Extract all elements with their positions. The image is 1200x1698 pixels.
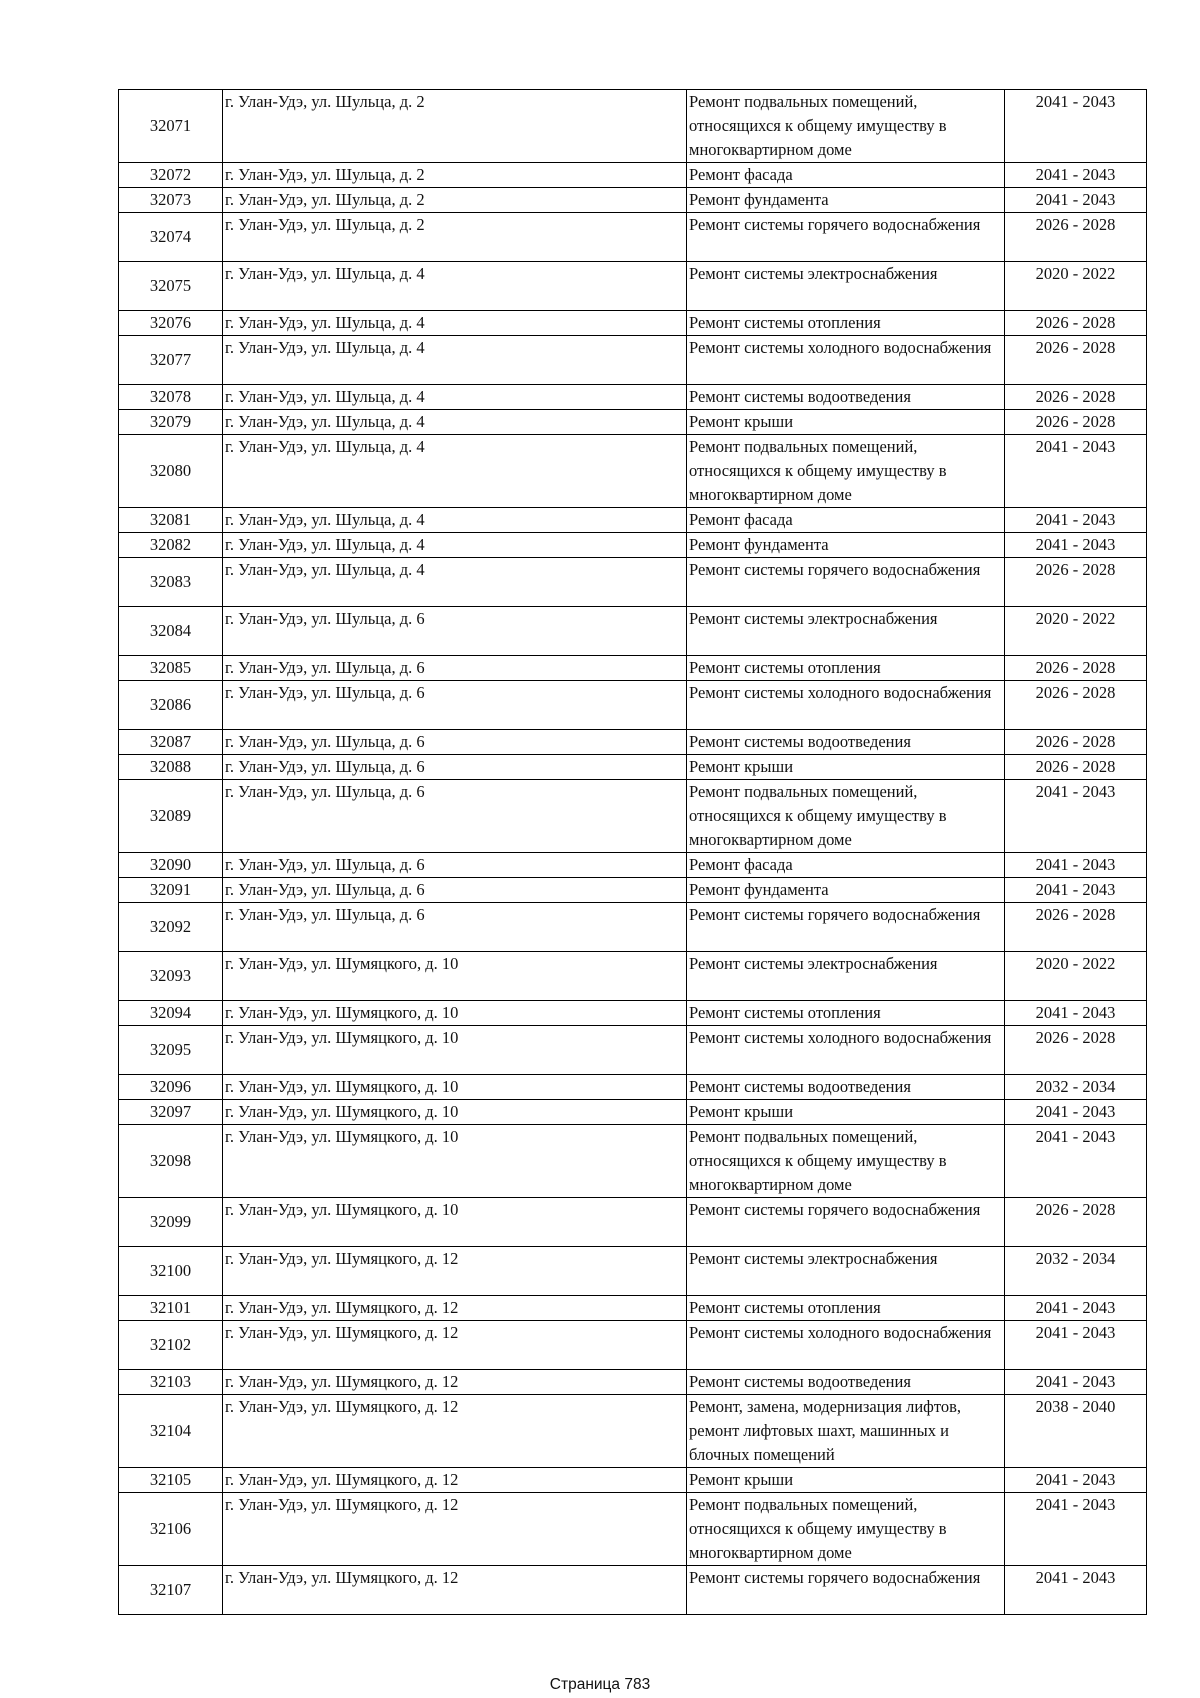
row-period: 2026 - 2028 (1005, 656, 1147, 681)
row-period: 2026 - 2028 (1005, 311, 1147, 336)
row-period: 2041 - 2043 (1005, 1370, 1147, 1395)
row-number: 32097 (119, 1100, 223, 1125)
row-address: г. Улан-Удэ, ул. Шульца, д. 6 (223, 755, 687, 780)
row-work-type: Ремонт системы отопления (687, 311, 1005, 336)
row-period: 2026 - 2028 (1005, 1198, 1147, 1247)
row-work-type: Ремонт, замена, модернизация лифтов, ремонт лифтовых шахт, машинных и блочных помещений (687, 1395, 1005, 1468)
row-period: 2041 - 2043 (1005, 90, 1147, 163)
table-row (119, 1026, 1147, 1075)
row-period: 2026 - 2028 (1005, 681, 1147, 730)
table-row (119, 435, 1147, 508)
row-number: 32100 (119, 1247, 223, 1296)
row-address: г. Улан-Удэ, ул. Шумяцкого, д. 12 (223, 1493, 687, 1566)
row-number: 32106 (119, 1493, 223, 1566)
table-row (119, 1493, 1147, 1566)
table-row (119, 1247, 1147, 1296)
row-work-type: Ремонт системы холодного водоснабжения (687, 681, 1005, 730)
row-period: 2041 - 2043 (1005, 435, 1147, 508)
row-period: 2041 - 2043 (1005, 1001, 1147, 1026)
row-address: г. Улан-Удэ, ул. Шумяцкого, д. 12 (223, 1247, 687, 1296)
row-number: 32079 (119, 410, 223, 435)
row-address: г. Улан-Удэ, ул. Шумяцкого, д. 12 (223, 1370, 687, 1395)
row-number: 32105 (119, 1468, 223, 1493)
table-body (119, 90, 1147, 1615)
row-work-type: Ремонт подвальных помещений, относящихся к общему имуществу в многоквартирном доме (687, 1493, 1005, 1566)
row-number: 32095 (119, 1026, 223, 1075)
row-work-type: Ремонт системы электроснабжения (687, 262, 1005, 311)
row-number: 32086 (119, 681, 223, 730)
row-period: 2041 - 2043 (1005, 1100, 1147, 1125)
row-period: 2041 - 2043 (1005, 508, 1147, 533)
row-address: г. Улан-Удэ, ул. Шумяцкого, д. 10 (223, 1100, 687, 1125)
row-number: 32081 (119, 508, 223, 533)
row-number: 32074 (119, 213, 223, 262)
row-address: г. Улан-Удэ, ул. Шумяцкого, д. 12 (223, 1566, 687, 1615)
row-period: 2041 - 2043 (1005, 1468, 1147, 1493)
row-work-type: Ремонт системы холодного водоснабжения (687, 1026, 1005, 1075)
row-period: 2020 - 2022 (1005, 952, 1147, 1001)
table-row (119, 1075, 1147, 1100)
row-work-type: Ремонт подвальных помещений, относящихся к общему имуществу в многоквартирном доме (687, 435, 1005, 508)
row-address: г. Улан-Удэ, ул. Шульца, д. 4 (223, 435, 687, 508)
table-row (119, 1125, 1147, 1198)
row-work-type: Ремонт системы горячего водоснабжения (687, 1198, 1005, 1247)
row-period: 2041 - 2043 (1005, 878, 1147, 903)
row-address: г. Улан-Удэ, ул. Шумяцкого, д. 10 (223, 1001, 687, 1026)
row-period: 2041 - 2043 (1005, 163, 1147, 188)
row-number: 32090 (119, 853, 223, 878)
row-work-type: Ремонт фасада (687, 163, 1005, 188)
row-address: г. Улан-Удэ, ул. Шумяцкого, д. 12 (223, 1296, 687, 1321)
row-address: г. Улан-Удэ, ул. Шульца, д. 4 (223, 508, 687, 533)
row-work-type: Ремонт системы горячего водоснабжения (687, 903, 1005, 952)
row-number: 32103 (119, 1370, 223, 1395)
row-number: 32073 (119, 188, 223, 213)
row-address: г. Улан-Удэ, ул. Шульца, д. 6 (223, 730, 687, 755)
row-period: 2032 - 2034 (1005, 1247, 1147, 1296)
row-work-type: Ремонт крыши (687, 755, 1005, 780)
row-address: г. Улан-Удэ, ул. Шульца, д. 4 (223, 558, 687, 607)
row-number: 32096 (119, 1075, 223, 1100)
row-number: 32075 (119, 262, 223, 311)
row-work-type: Ремонт фундамента (687, 533, 1005, 558)
row-period: 2020 - 2022 (1005, 607, 1147, 656)
table-row (119, 188, 1147, 213)
row-address: г. Улан-Удэ, ул. Шульца, д. 4 (223, 533, 687, 558)
row-number: 32082 (119, 533, 223, 558)
row-work-type: Ремонт системы горячего водоснабжения (687, 558, 1005, 607)
table-row (119, 780, 1147, 853)
row-number: 32104 (119, 1395, 223, 1468)
row-work-type: Ремонт системы отопления (687, 656, 1005, 681)
row-address: г. Улан-Удэ, ул. Шульца, д. 2 (223, 188, 687, 213)
row-address: г. Улан-Удэ, ул. Шульца, д. 6 (223, 903, 687, 952)
row-address: г. Улан-Удэ, ул. Шульца, д. 6 (223, 656, 687, 681)
row-work-type: Ремонт фасада (687, 508, 1005, 533)
row-number: 32107 (119, 1566, 223, 1615)
row-work-type: Ремонт системы горячего водоснабжения (687, 1566, 1005, 1615)
table-row (119, 853, 1147, 878)
table-row (119, 1321, 1147, 1370)
row-number: 32102 (119, 1321, 223, 1370)
row-period: 2026 - 2028 (1005, 213, 1147, 262)
row-period: 2038 - 2040 (1005, 1395, 1147, 1468)
row-number: 32072 (119, 163, 223, 188)
row-period: 2020 - 2022 (1005, 262, 1147, 311)
row-address: г. Улан-Удэ, ул. Шульца, д. 4 (223, 410, 687, 435)
table-row (119, 656, 1147, 681)
row-number: 32085 (119, 656, 223, 681)
row-period: 2026 - 2028 (1005, 558, 1147, 607)
table-row (119, 952, 1147, 1001)
row-address: г. Улан-Удэ, ул. Шумяцкого, д. 10 (223, 1198, 687, 1247)
row-number: 32071 (119, 90, 223, 163)
row-work-type: Ремонт системы отопления (687, 1001, 1005, 1026)
row-work-type: Ремонт крыши (687, 1100, 1005, 1125)
row-period: 2041 - 2043 (1005, 1493, 1147, 1566)
row-address: г. Улан-Удэ, ул. Шумяцкого, д. 12 (223, 1395, 687, 1468)
row-number: 32099 (119, 1198, 223, 1247)
row-address: г. Улан-Удэ, ул. Шумяцкого, д. 10 (223, 1125, 687, 1198)
row-address: г. Улан-Удэ, ул. Шумяцкого, д. 10 (223, 952, 687, 1001)
repair-schedule-table (118, 89, 1147, 1615)
row-number: 32084 (119, 607, 223, 656)
row-address: г. Улан-Удэ, ул. Шульца, д. 4 (223, 311, 687, 336)
table-row (119, 681, 1147, 730)
row-period: 2041 - 2043 (1005, 1296, 1147, 1321)
row-number: 32083 (119, 558, 223, 607)
row-address: г. Улан-Удэ, ул. Шульца, д. 6 (223, 853, 687, 878)
table-row (119, 903, 1147, 952)
table-row (119, 90, 1147, 163)
row-number: 32098 (119, 1125, 223, 1198)
row-work-type: Ремонт системы холодного водоснабжения (687, 1321, 1005, 1370)
row-period: 2026 - 2028 (1005, 755, 1147, 780)
row-number: 32080 (119, 435, 223, 508)
table-row (119, 607, 1147, 656)
row-period: 2041 - 2043 (1005, 188, 1147, 213)
table-row (119, 213, 1147, 262)
row-number: 32078 (119, 385, 223, 410)
table-row (119, 336, 1147, 385)
row-address: г. Улан-Удэ, ул. Шульца, д. 6 (223, 681, 687, 730)
row-address: г. Улан-Удэ, ул. Шульца, д. 6 (223, 878, 687, 903)
row-number: 32093 (119, 952, 223, 1001)
table-row (119, 878, 1147, 903)
row-work-type: Ремонт системы электроснабжения (687, 607, 1005, 656)
table-row (119, 311, 1147, 336)
row-number: 32092 (119, 903, 223, 952)
row-work-type: Ремонт фундамента (687, 188, 1005, 213)
row-period: 2032 - 2034 (1005, 1075, 1147, 1100)
row-address: г. Улан-Удэ, ул. Шульца, д. 6 (223, 780, 687, 853)
row-address: г. Улан-Удэ, ул. Шумяцкого, д. 12 (223, 1468, 687, 1493)
row-period: 2026 - 2028 (1005, 903, 1147, 952)
row-number: 32101 (119, 1296, 223, 1321)
row-period: 2041 - 2043 (1005, 853, 1147, 878)
row-work-type: Ремонт подвальных помещений, относящихся к общему имуществу в многоквартирном доме (687, 1125, 1005, 1198)
row-work-type: Ремонт системы электроснабжения (687, 1247, 1005, 1296)
row-work-type: Ремонт системы холодного водоснабжения (687, 336, 1005, 385)
table-row (119, 1001, 1147, 1026)
table-row (119, 1395, 1147, 1468)
row-address: г. Улан-Удэ, ул. Шульца, д. 4 (223, 262, 687, 311)
table-row (119, 730, 1147, 755)
row-number: 32087 (119, 730, 223, 755)
row-period: 2026 - 2028 (1005, 336, 1147, 385)
row-period: 2026 - 2028 (1005, 385, 1147, 410)
row-work-type: Ремонт подвальных помещений, относящихся к общему имуществу в многоквартирном доме (687, 90, 1005, 163)
table-row (119, 1370, 1147, 1395)
row-work-type: Ремонт системы водоотведения (687, 1370, 1005, 1395)
table-row (119, 1198, 1147, 1247)
row-address: г. Улан-Удэ, ул. Шульца, д. 2 (223, 90, 687, 163)
table-row (119, 262, 1147, 311)
row-period: 2041 - 2043 (1005, 1566, 1147, 1615)
row-address: г. Улан-Удэ, ул. Шумяцкого, д. 10 (223, 1075, 687, 1100)
row-number: 32091 (119, 878, 223, 903)
row-period: 2041 - 2043 (1005, 1321, 1147, 1370)
row-work-type: Ремонт подвальных помещений, относящихся к общему имуществу в многоквартирном доме (687, 780, 1005, 853)
row-address: г. Улан-Удэ, ул. Шумяцкого, д. 12 (223, 1321, 687, 1370)
row-number: 32076 (119, 311, 223, 336)
table-row (119, 385, 1147, 410)
row-period: 2041 - 2043 (1005, 1125, 1147, 1198)
row-work-type: Ремонт системы водоотведения (687, 1075, 1005, 1100)
row-work-type: Ремонт крыши (687, 1468, 1005, 1493)
row-period: 2041 - 2043 (1005, 780, 1147, 853)
table-row (119, 1566, 1147, 1615)
table-row (119, 558, 1147, 607)
row-number: 32088 (119, 755, 223, 780)
row-work-type: Ремонт системы водоотведения (687, 385, 1005, 410)
row-address: г. Улан-Удэ, ул. Шульца, д. 4 (223, 385, 687, 410)
page-number: Страница 783 (549, 1676, 651, 1693)
row-work-type: Ремонт системы электроснабжения (687, 952, 1005, 1001)
row-number: 32077 (119, 336, 223, 385)
table-row (119, 755, 1147, 780)
row-number: 32094 (119, 1001, 223, 1026)
row-work-type: Ремонт системы водоотведения (687, 730, 1005, 755)
row-work-type: Ремонт системы горячего водоснабжения (687, 213, 1005, 262)
row-address: г. Улан-Удэ, ул. Шульца, д. 6 (223, 607, 687, 656)
table-row (119, 508, 1147, 533)
row-address: г. Улан-Удэ, ул. Шульца, д. 4 (223, 336, 687, 385)
row-address: г. Улан-Удэ, ул. Шульца, д. 2 (223, 163, 687, 188)
row-work-type: Ремонт фасада (687, 853, 1005, 878)
row-work-type: Ремонт крыши (687, 410, 1005, 435)
table-row (119, 1100, 1147, 1125)
table-row (119, 1296, 1147, 1321)
row-period: 2026 - 2028 (1005, 1026, 1147, 1075)
row-work-type: Ремонт системы отопления (687, 1296, 1005, 1321)
table-row (119, 410, 1147, 435)
table-row (119, 533, 1147, 558)
table-row (119, 1468, 1147, 1493)
table-row (119, 163, 1147, 188)
row-period: 2026 - 2028 (1005, 410, 1147, 435)
row-number: 32089 (119, 780, 223, 853)
row-period: 2041 - 2043 (1005, 533, 1147, 558)
row-work-type: Ремонт фундамента (687, 878, 1005, 903)
row-address: г. Улан-Удэ, ул. Шульца, д. 2 (223, 213, 687, 262)
row-address: г. Улан-Удэ, ул. Шумяцкого, д. 10 (223, 1026, 687, 1075)
row-period: 2026 - 2028 (1005, 730, 1147, 755)
